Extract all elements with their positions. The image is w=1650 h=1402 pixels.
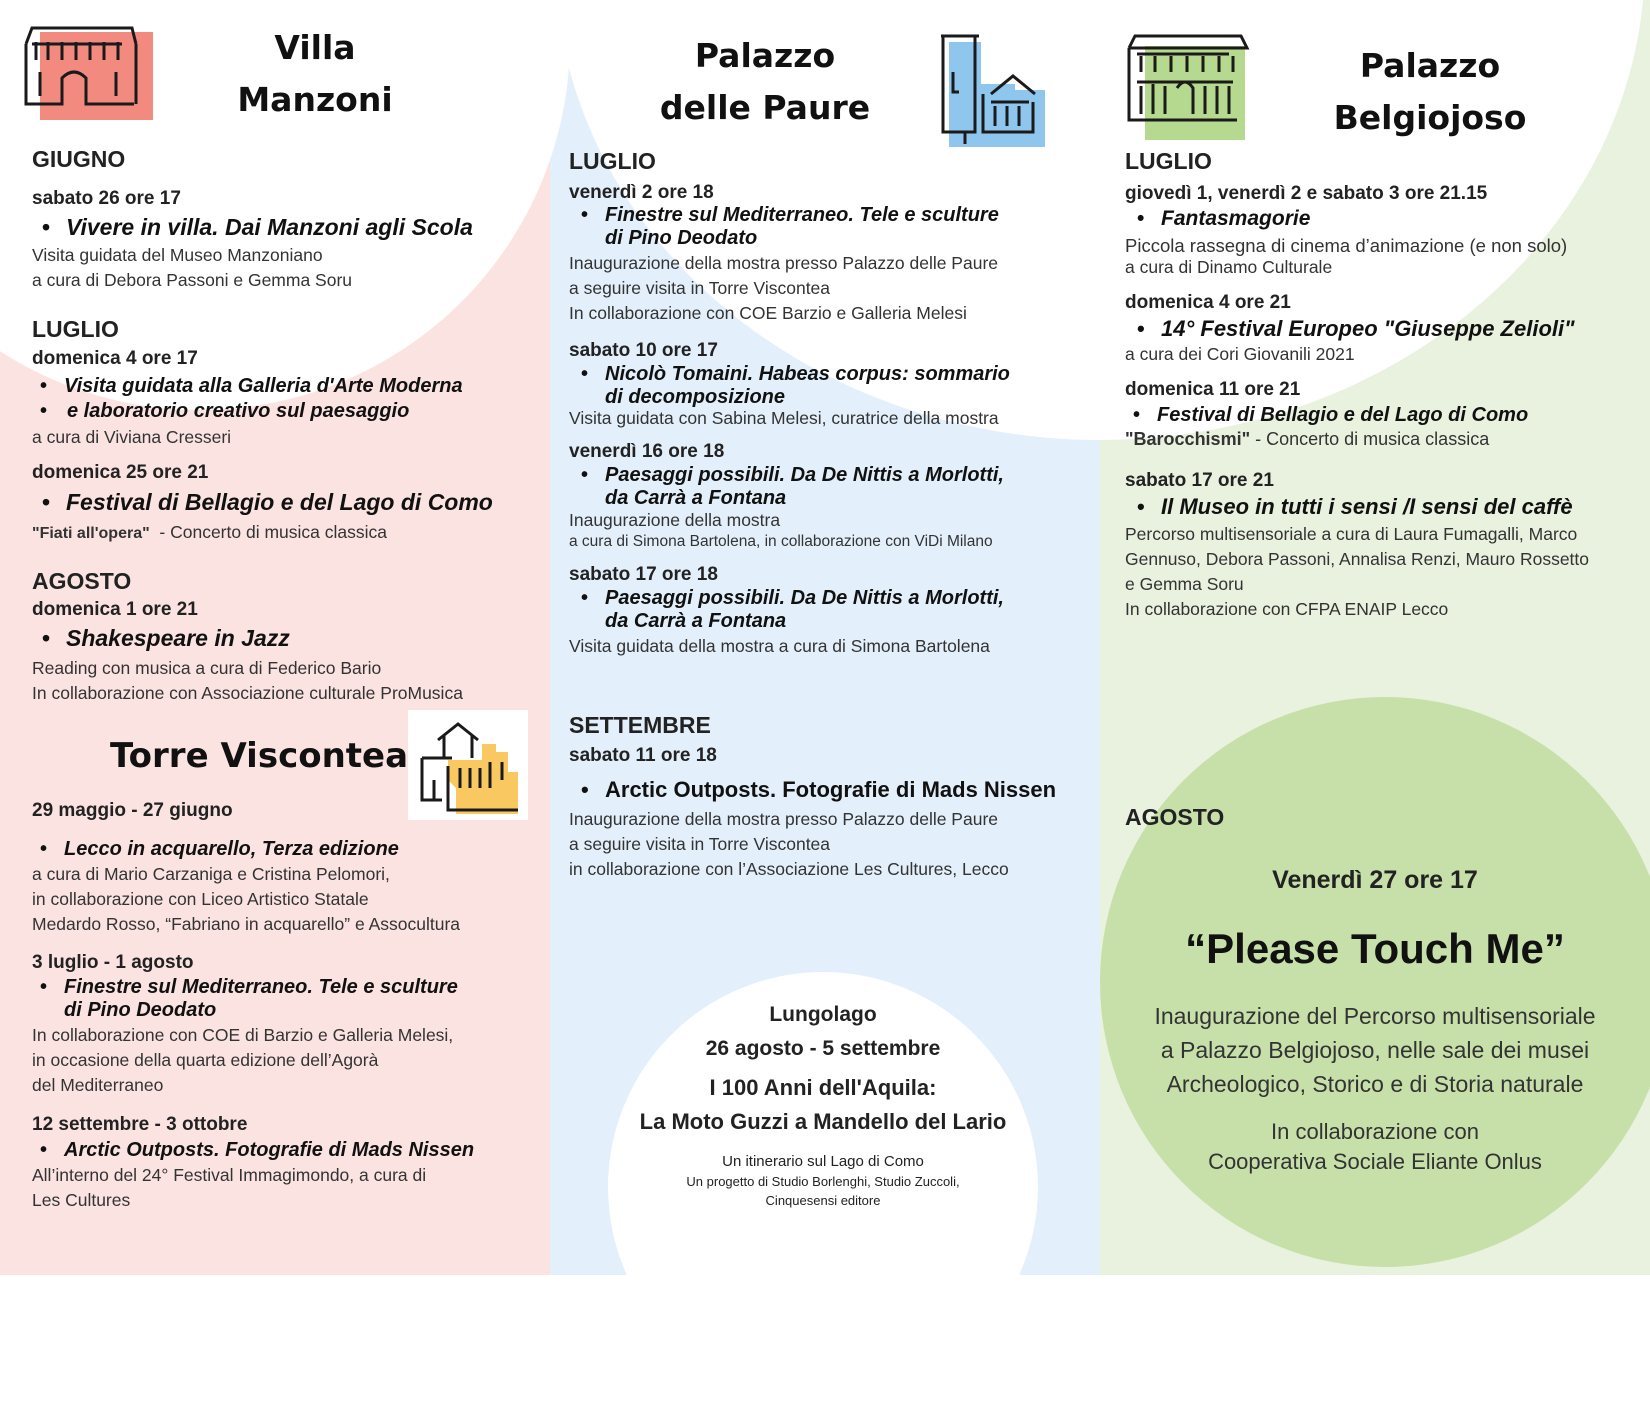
- event-description: Visita guidata del Museo Manzoniano: [32, 245, 323, 265]
- event-title: • Visita guidata alla Galleria d'Arte Moderna: [28, 375, 542, 398]
- concert-name: "Fiati all'opera": [32, 525, 150, 542]
- event-description: a cura di Dinamo Culturale: [1125, 257, 1333, 277]
- event-date: sabato 11 ore 18: [569, 745, 717, 766]
- month-heading: SETTEMBRE: [569, 712, 711, 738]
- month-heading: LUGLIO: [1125, 148, 1212, 174]
- event-title: • Fantasmagorie: [1125, 207, 1645, 231]
- event-description: in occasione della quarta edizione dell’Agorà: [32, 1050, 379, 1070]
- event-description: Medardo Rosso, “Fabriano in acquarello” e Assocultura: [32, 914, 460, 934]
- event-date: giovedì 1, venerdì 2 e sabato 3 ore 21.15: [1125, 183, 1488, 204]
- event-title: • Finestre sul Mediterraneo. Tele e sculture: [28, 976, 542, 999]
- event-description: in collaborazione con l’Associazione Les Cultures, Lecco: [569, 859, 1009, 879]
- event-title: • Arctic Outposts. Fotografie di Mads Nissen: [28, 1139, 542, 1162]
- event-description: Visita guidata della mostra a cura di Simona Bartolena: [569, 636, 990, 656]
- month-heading: GIUGNO: [32, 146, 126, 172]
- event-title: • 14° Festival Europeo "Giuseppe Zelioli": [1125, 316, 1645, 342]
- event-description: e Gemma Soru: [1125, 574, 1244, 594]
- event-title: • Paesaggi possibili. Da De Nittis a Morlotti,: [569, 587, 1089, 610]
- event-title: • Lecco in acquarello, Terza edizione: [28, 838, 542, 861]
- lungolago-title-line2: La Moto Guzzi a Mandello del Lario: [639, 1109, 1007, 1134]
- event-description: Visita guidata con Sabina Melesi, curatrice della mostra: [569, 408, 999, 428]
- event-date: domenica 25 ore 21: [32, 462, 209, 483]
- agosto-event-title: “Please Touch Me”: [1185, 925, 1565, 972]
- event-date: domenica 1 ore 21: [32, 599, 198, 620]
- lungolago-dates: 26 agosto - 5 settembre: [705, 1037, 941, 1060]
- torre-title: Torre Viscontea: [110, 736, 409, 776]
- month-heading: LUGLIO: [32, 316, 119, 342]
- event-description: Inaugurazione della mostra presso Palazzo delle Paure: [569, 809, 999, 829]
- event-description: In collaborazione con COE di Barzio e Galleria Melesi,: [32, 1025, 454, 1045]
- event-description: Les Cultures: [32, 1190, 131, 1210]
- event-description: All’interno del 24° Festival Immagimondo, a cura di: [32, 1165, 427, 1185]
- event-description: - Concerto di musica classica: [149, 522, 387, 542]
- event-description: a cura dei Cori Giovanili 2021: [1125, 344, 1355, 364]
- event-title: • Festival di Bellagio e del Lago di Como: [30, 489, 542, 516]
- palazzo-paure-icon: [935, 32, 1050, 150]
- event-date: domenica 4 ore 21: [1125, 292, 1291, 313]
- agosto-event-description: Inaugurazione del Percorso multisensoriale: [1154, 1003, 1596, 1029]
- event-description: - Concerto di musica classica: [1250, 429, 1490, 449]
- belgiojoso-title-line1: Palazzo: [1359, 46, 1501, 85]
- month-heading: AGOSTO: [1125, 804, 1225, 830]
- event-description: Percorso multisensoriale a cura di Laura Fumagalli, Marco: [1125, 524, 1578, 544]
- event-title-continued: da Carrà a Fontana: [605, 487, 787, 509]
- lungolago-description: Un itinerario sul Lago di Como: [722, 1153, 924, 1170]
- event-title-continued: da Carrà a Fontana: [605, 610, 787, 632]
- event-description: In collaborazione con CFPA ENAIP Lecco: [1125, 599, 1449, 619]
- event-title: • Nicolò Tomaini. Habeas corpus: sommario: [569, 363, 1089, 386]
- event-date: domenica 4 ore 17: [32, 348, 198, 369]
- event-title: • Festival di Bellagio e del Lago di Como: [1121, 404, 1645, 427]
- event-date: sabato 17 ore 21: [1125, 470, 1274, 491]
- event-title: • Vivere in villa. Dai Manzoni agli Scola: [30, 214, 532, 241]
- lungolago-title-line1: I 100 Anni dell'Aquila:: [709, 1075, 937, 1100]
- event-description: a cura di Simona Bartolena, in collaborazione con ViDi Milano: [569, 533, 993, 550]
- paure-title-line1: Palazzo: [694, 36, 836, 75]
- event-title: • Arctic Outposts. Fotografie di Mads Nissen: [569, 777, 1089, 803]
- lungolago-credits: Un progetto di Studio Borlenghi, Studio Zuccoli,: [686, 1174, 960, 1189]
- event-title: • Paesaggi possibili. Da De Nittis a Morlotti,: [569, 464, 1089, 487]
- event-date: venerdì 2 ore 18: [569, 182, 714, 203]
- belgiojoso-title-line2: Belgiojoso: [1333, 98, 1527, 137]
- event-date: sabato 26 ore 17: [32, 188, 181, 209]
- event-title: • Il Museo in tutti i sensi /I sensi del caffè: [1125, 494, 1645, 520]
- agosto-collaboration: Cooperativa Sociale Eliante Onlus: [1208, 1149, 1542, 1174]
- event-description: a seguire visita in Torre Viscontea: [569, 834, 831, 854]
- event-description: a cura di Debora Passoni e Gemma Soru: [32, 270, 353, 290]
- lungolago-place: Lungolago: [769, 1003, 877, 1026]
- event-description: a seguire visita in Torre Viscontea: [569, 278, 831, 298]
- event-description: Inaugurazione della mostra presso Palazzo delle Paure: [569, 253, 999, 273]
- event-date: domenica 11 ore 21: [1125, 379, 1301, 400]
- event-title-continued: di decomposizione: [605, 386, 786, 408]
- month-heading: AGOSTO: [32, 568, 132, 594]
- event-description: in collaborazione con Liceo Artistico Statale: [32, 889, 369, 909]
- event-description: In collaborazione con Associazione culturale ProMusica: [32, 683, 463, 703]
- period-date: 3 luglio - 1 agosto: [32, 952, 194, 973]
- event-title-continued: • e laboratorio creativo sul paesaggio: [28, 400, 542, 423]
- agosto-event-description: a Palazzo Belgiojoso, nelle sale dei musei: [1160, 1037, 1590, 1063]
- lungolago-credits: Cinquesensi editore: [765, 1193, 881, 1208]
- event-date: sabato 17 ore 18: [569, 564, 718, 585]
- event-title: • Shakespeare in Jazz: [30, 625, 542, 652]
- period-date: 12 settembre - 3 ottobre: [32, 1114, 248, 1135]
- palazzo-belgiojoso-icon: [1125, 32, 1255, 140]
- villa-title-line1: Villa: [274, 28, 356, 67]
- event-date: venerdì 16 ore 18: [569, 441, 725, 462]
- event-title-continued: di Pino Deodato: [605, 227, 758, 249]
- event-description: In collaborazione con COE Barzio e Galleria Melesi: [569, 303, 967, 323]
- event-date: sabato 10 ore 17: [569, 340, 718, 361]
- event-title-continued: di Pino Deodato: [64, 999, 217, 1021]
- villa-building-icon: [22, 22, 157, 122]
- agosto-event-description: Archeologico, Storico e di Storia naturale: [1166, 1071, 1584, 1097]
- villa-title-line2: Manzoni: [237, 80, 393, 119]
- event-description: a cura di Mario Carzaniga e Cristina Pelomori,: [32, 864, 390, 884]
- agosto-collaboration: In collaborazione con: [1271, 1119, 1479, 1144]
- agosto-event-date: Venerdì 27 ore 17: [1272, 866, 1478, 894]
- event-description: a cura di Viviana Cresseri: [32, 427, 232, 447]
- month-heading: LUGLIO: [569, 148, 656, 174]
- paure-title-line2: delle Paure: [659, 88, 871, 127]
- period-date: 29 maggio - 27 giugno: [32, 800, 233, 821]
- event-title: • Finestre sul Mediterraneo. Tele e sculture: [569, 204, 1089, 227]
- event-description: Reading con musica a cura di Federico Bario: [32, 658, 382, 678]
- concert-name: "Barocchismi": [1125, 429, 1251, 449]
- event-description: del Mediterraneo: [32, 1075, 164, 1095]
- event-description: Piccola rassegna di cinema d’animazione (e non solo): [1125, 235, 1568, 256]
- event-description: Inaugurazione della mostra: [569, 510, 781, 530]
- event-description: Gennuso, Debora Passoni, Annalisa Renzi, Mauro Rossetto: [1125, 549, 1590, 569]
